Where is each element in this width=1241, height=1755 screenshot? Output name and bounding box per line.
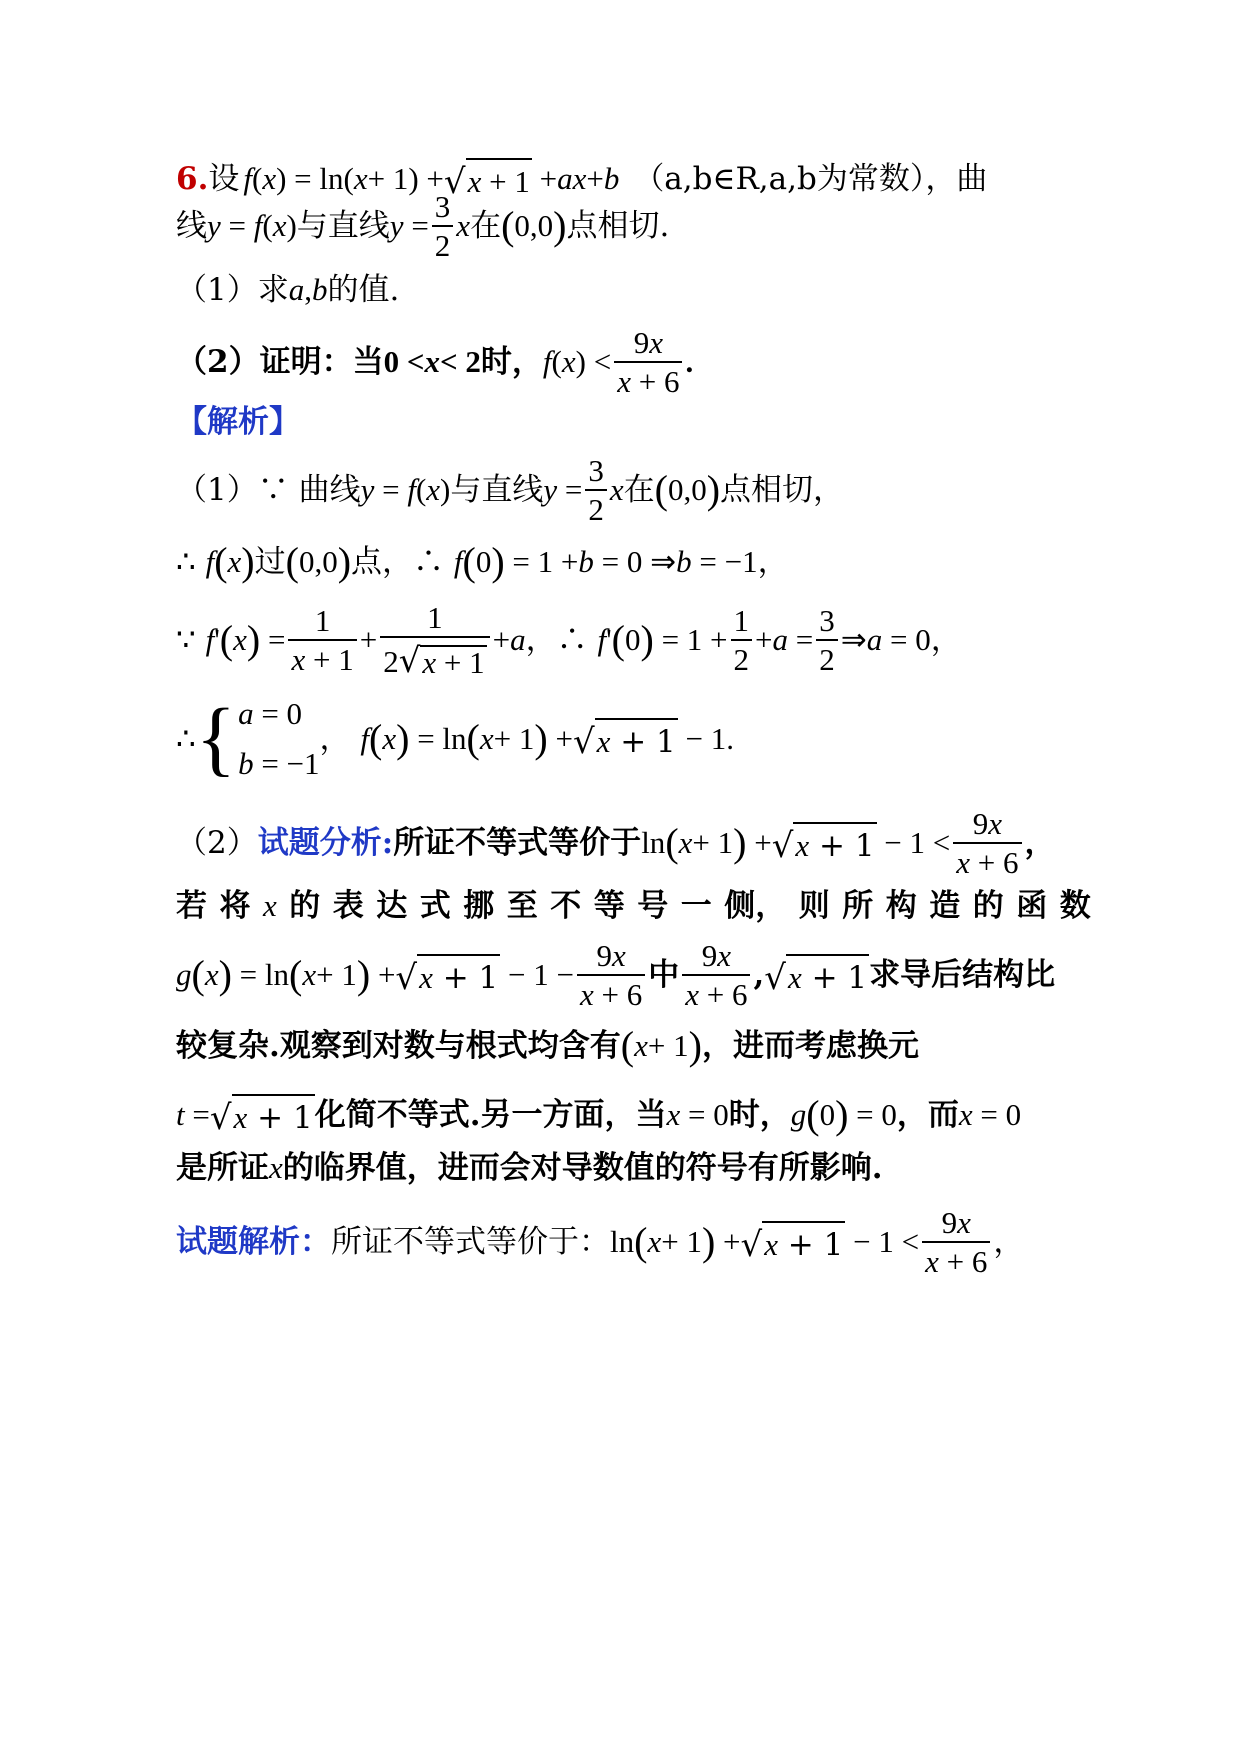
- solution-step-2: ∴ f ( x ) 过 ( 0,0 ) 点，∴ f ( 0 ) = 1 + b = 0 ⇒ b = −1，: [176, 539, 789, 584]
- analysis-label: 试题分析:: [257, 825, 394, 861]
- solution-step-1: （1）∵ 曲线 y = f ( x ) 与直线 y = $\frac{3}{2}$ x 在 ( 0,0 ) 点相切，: [176, 453, 845, 527]
- analysis-line-3: g ( x ) = ln ( x + 1 ) + √ x + 1 − 1 − $\frac{9x}{x + 6}$ 中 $\frac{9x}{x + 6}$ , √ x + 1 求导后结构比: [176, 938, 1056, 1012]
- detail-label: 试题解析：: [176, 1224, 331, 1260]
- sqrt-symbol: √ x + 1: [444, 154, 532, 204]
- problem-condition: （a,b∈R,a,b为常数），曲: [633, 161, 988, 197]
- solution-header: 【解析】: [176, 404, 300, 440]
- problem-line-1: 6. 设 f ( x ) = ln( x + 1) + √ x + 1 + ax + b （a,b∈R,a,b为常数），曲: [176, 154, 1091, 204]
- problem-line-2: 线 y = f ( x ) 与直线 y = $\frac{3}{2}$ x 在 ( 0,0 ) 点相切.: [176, 189, 670, 263]
- solution-step-3: ∵ f ' ( x ) = $\frac{1}{x + 1}$ + 1 2 √ x + 1 + a ，∴ f ' ( 0 ) = 1 + $\frac{1}{2}$ + a = $\frac{3}{2}$ ⇒ a = 0，: [176, 600, 962, 681]
- analysis-line-5: t = √ x + 1 化简不等式.另一方面，当 x = 0 时， g ( 0 ) = 0 ，而 x = 0: [176, 1092, 1022, 1138]
- analysis-line-2: 若 将 x 的 表 达 式 挪 至 不 等 号 一 侧， 则 所 构 造 的 函 数: [176, 888, 1091, 924]
- analysis-line-4: 较复杂.观察到对数与根式均含有 ( x + 1 ) ，进而考虑换元: [176, 1023, 919, 1068]
- problem-part-2: （2）证明：当 0 < x < 2 时， f ( x ) < $\frac{9x}{x + 6}$ .: [176, 325, 694, 399]
- problem-part-1: （1）求 a , b 的值.: [176, 272, 400, 308]
- solution-step-4: ∴ { a = 0 b = −1 ， f ( x ) = ln ( x + 1 ) + √ x + 1 − 1.: [176, 692, 735, 785]
- detail-line: 试题解析： 所证不等式等价于： ln ( x + 1 ) + √ x + 1 − 1 < $\frac{9x}{x + 6}$ ，: [176, 1205, 1025, 1279]
- problem-intro: 设: [208, 161, 240, 197]
- problem-number: 6.: [176, 161, 209, 197]
- analysis-line-1: （2） 试题分析: 所证不等式等价于 ln ( x + 1 ) + √ x + 1 − 1 < $\frac{9x}{x + 6}$ ，: [176, 806, 1056, 880]
- analysis-line-6: 是所证 x 的临界值，进而会对导数值的符号有所影响.: [176, 1150, 883, 1186]
